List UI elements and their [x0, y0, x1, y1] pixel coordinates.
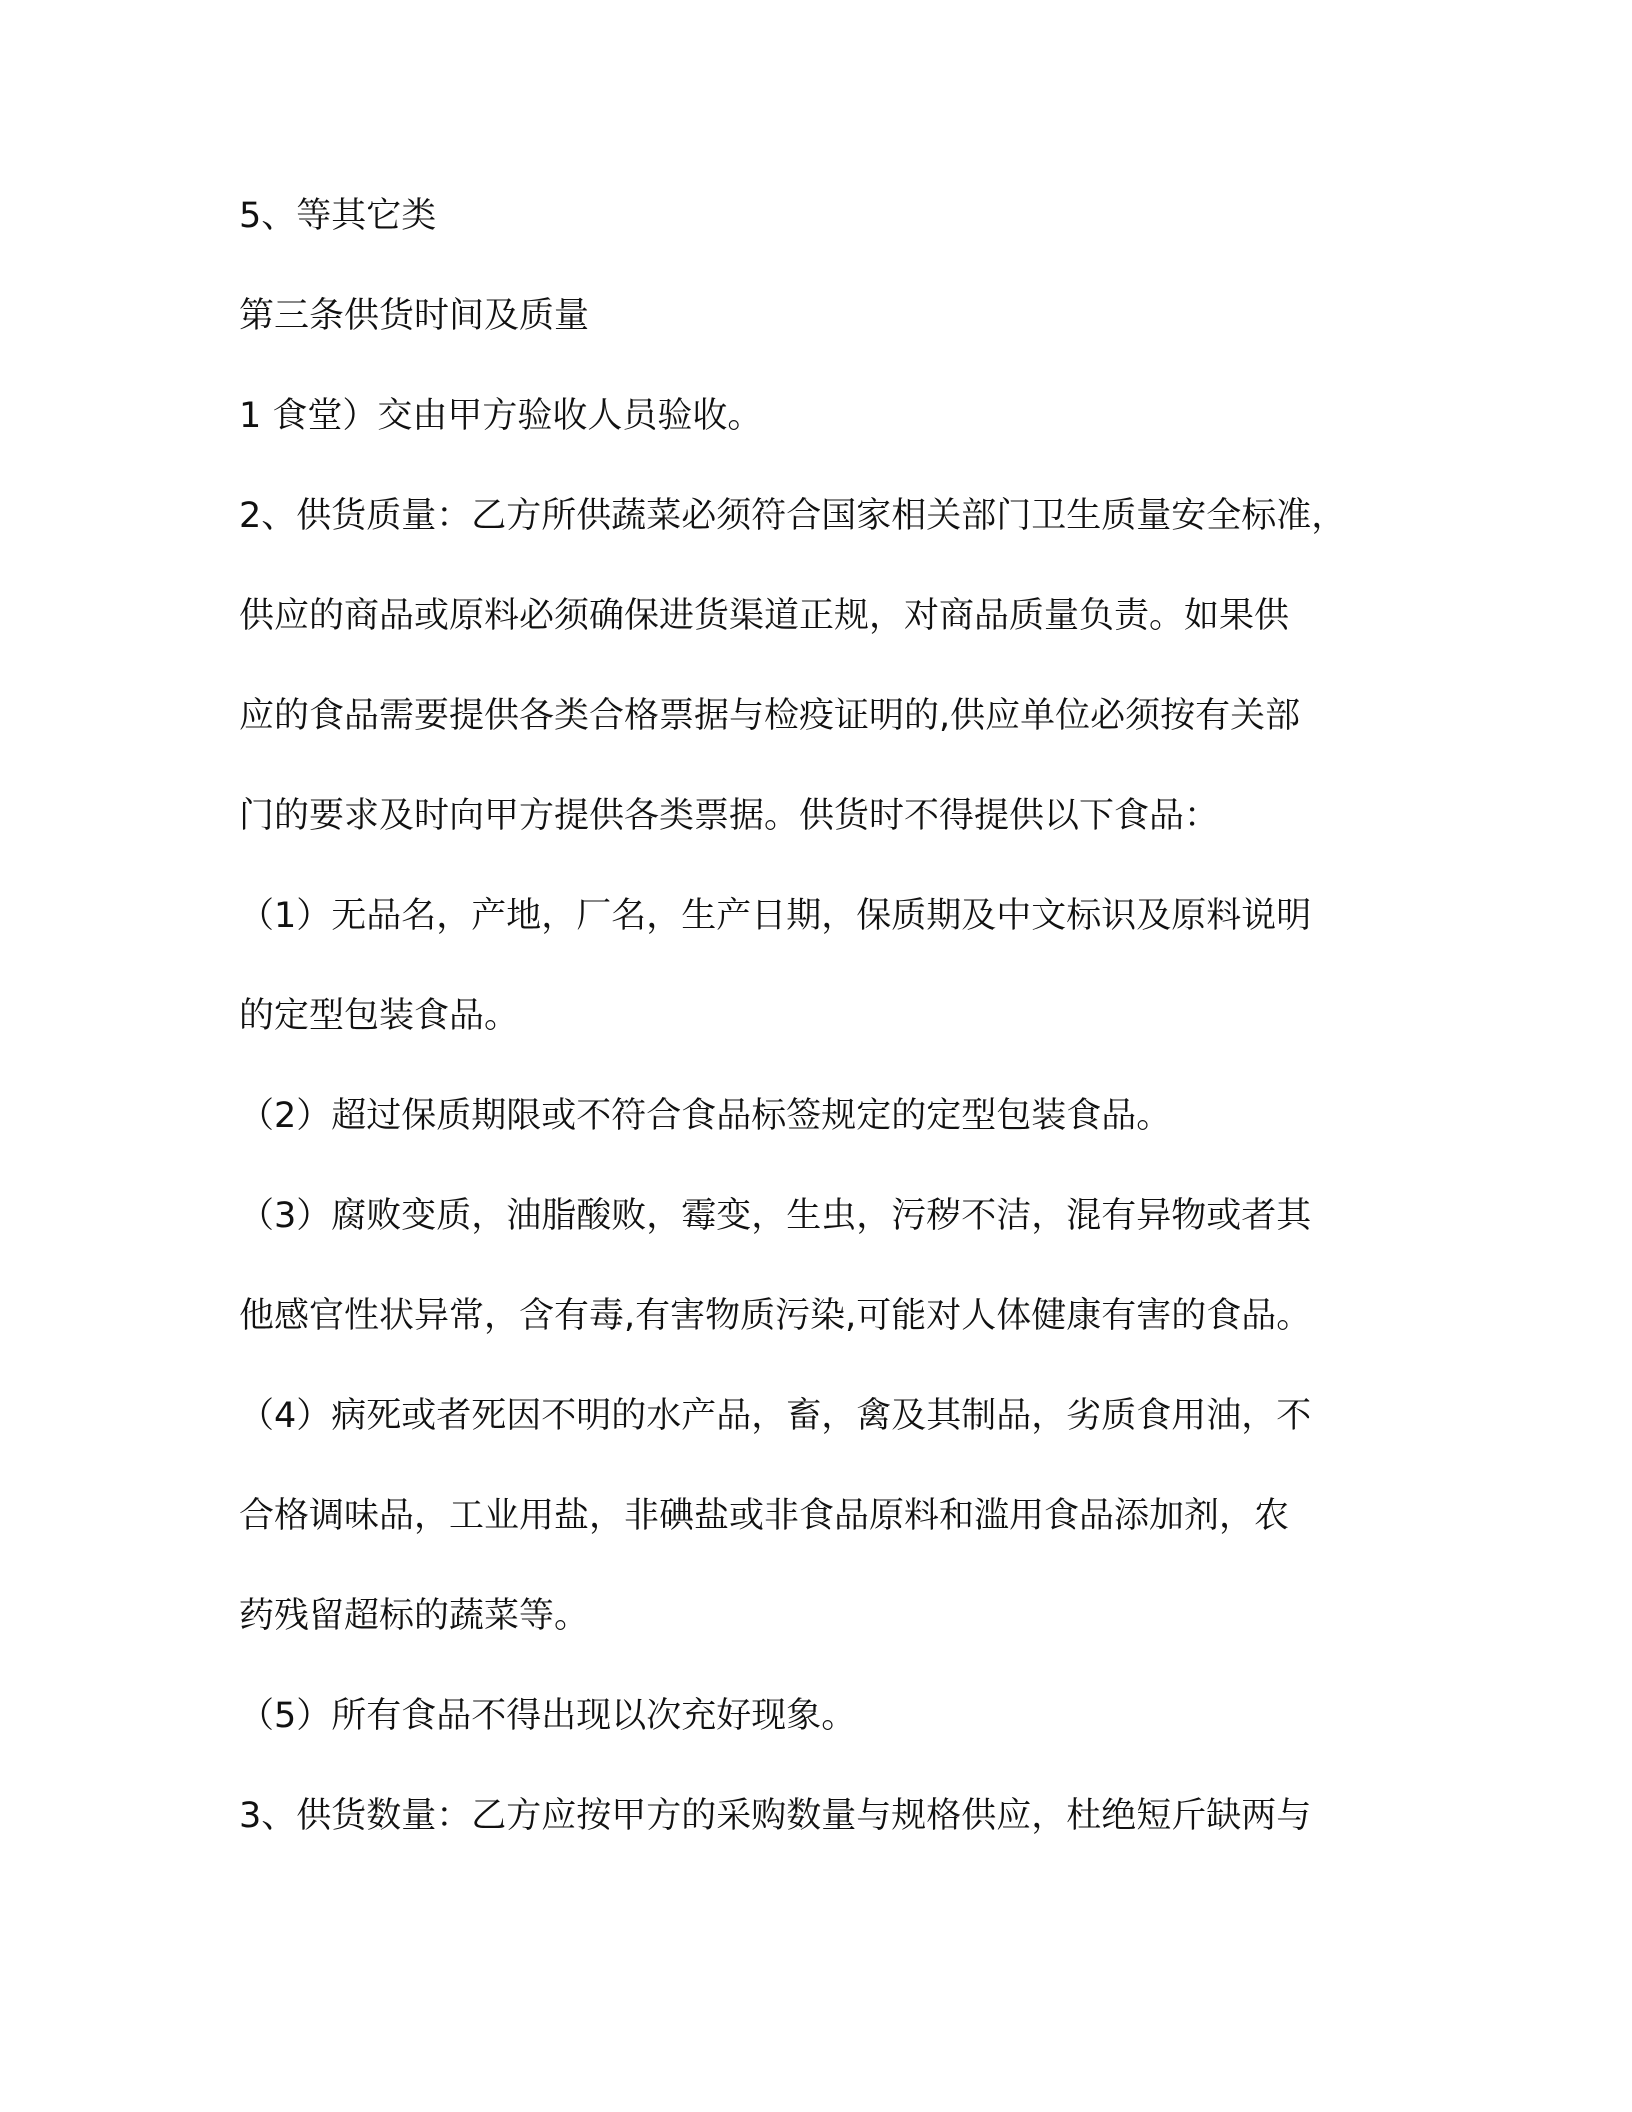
text-line-2: 2、供货质量：乙方所供蔬菜必须符合国家相关部门卫生质量安全标准，: [239, 496, 1347, 536]
text-line-1: 1 食堂）交由甲方验收人员验收。: [239, 396, 763, 436]
text-line-item-5-heading: 5、等其它类: [239, 196, 437, 236]
text-line-12: 合格调味品，工业用盐，非碘盐或非食品原料和滥用食品添加剂，农: [239, 1496, 1290, 1536]
text-line-8: （2）超过保质期限或不符合食品标签规定的定型包装食品。: [239, 1096, 1172, 1136]
text-line-13: 药残留超标的蔬菜等。: [239, 1596, 590, 1636]
text-line-14: （5）所有食品不得出现以次充好现象。: [239, 1696, 857, 1736]
text-line-9: （3）腐败变质，油脂酸败，霉变，生虫，污秽不洁，混有异物或者其: [239, 1196, 1312, 1236]
text-line-5: 门的要求及时向甲方提供各类票据。供货时不得提供以下食品：: [239, 796, 1220, 836]
text-line-article-3-heading: 第三条供货时间及质量: [239, 296, 590, 336]
text-line-7: 的定型包装食品。: [239, 996, 520, 1036]
text-line-3: 供应的商品或原料必须确保进货渠道正规，对商品质量负责。如果供: [239, 596, 1290, 636]
text-line-4: 应的食品需要提供各类合格票据与检疫证明的,供应单位必须按有关部: [239, 696, 1301, 736]
text-line-6: （1）无品名，产地，厂名，生产日期，保质期及中文标识及原料说明: [239, 896, 1312, 936]
text-line-10: 他感官性状异常，含有毒,有害物质污染,可能对人体健康有害的食品。: [239, 1296, 1312, 1336]
text-line-15: 3、供货数量：乙方应按甲方的采购数量与规格供应，杜绝短斤缺两与: [239, 1796, 1312, 1836]
text-line-11: （4）病死或者死因不明的水产品，畜，禽及其制品，劣质食用油，不: [239, 1396, 1312, 1436]
